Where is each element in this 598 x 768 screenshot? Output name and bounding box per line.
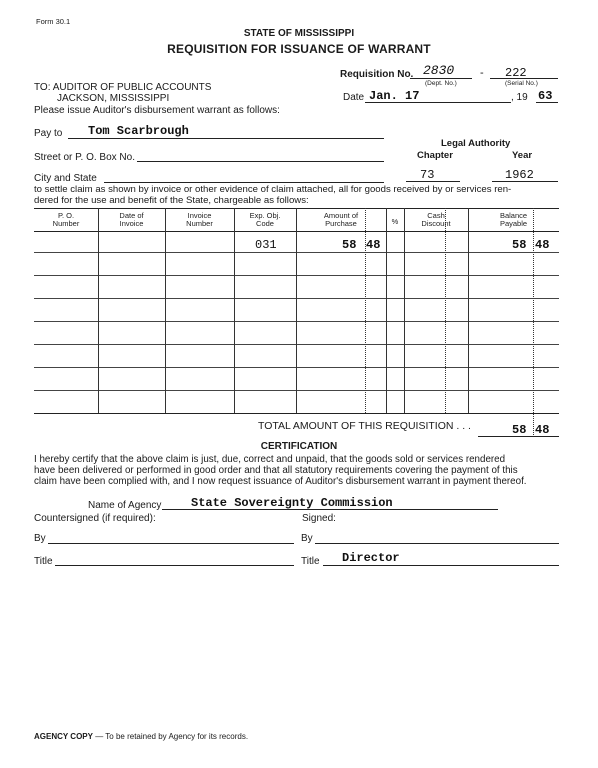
signed-label: Signed:	[302, 513, 336, 524]
requisition-label: Requisition No.	[340, 69, 414, 80]
header-percent: %	[391, 217, 399, 226]
chapter-label: Chapter	[417, 150, 453, 161]
header-exp-line1: Exp. Obj.	[249, 211, 281, 220]
signed-by-line	[315, 543, 559, 544]
total-cents: 48	[535, 423, 550, 437]
instruction-text: Please issue Auditor's disbursement warrant as follows:	[34, 105, 280, 116]
total-label: TOTAL AMOUNT OF THIS REQUISITION . . .	[258, 420, 471, 432]
certification-line-2: have been delivered or performed in good order and that all statutory requirements covering the payment of this	[34, 465, 518, 476]
date-label: Date	[343, 92, 365, 103]
row-1-balance-dollars: 58	[512, 238, 527, 252]
date-line	[365, 102, 511, 103]
city-label: City and State	[34, 173, 97, 184]
year-line	[536, 102, 558, 103]
footer	[34, 732, 248, 741]
total-line	[478, 436, 559, 437]
certification-title: CERTIFICATION	[260, 441, 338, 452]
year-column-label: Year	[512, 150, 533, 161]
agency-line	[162, 509, 498, 510]
requisition-dash: -	[480, 67, 484, 79]
law-year-value: 1962	[505, 168, 534, 182]
header-discount-line1: Cash	[427, 211, 445, 220]
header-po-line1: P. O.	[57, 211, 75, 220]
header-exp-line2: Code	[256, 219, 274, 228]
pay-to-value: Tom Scarbrough	[88, 124, 189, 138]
row-1-exp-code: 031	[255, 238, 277, 252]
countersign-title-line	[55, 565, 294, 566]
serial-no-caption: (Serial No.)	[505, 80, 538, 87]
header-balance-line2: Payable	[499, 219, 528, 228]
year-value: 63	[538, 89, 553, 103]
law-year-line	[492, 181, 558, 182]
state-heading: STATE OF MISSISSIPPI	[243, 28, 355, 39]
header-po-line2: Number	[52, 219, 80, 228]
header-date-line1: Date of	[119, 211, 144, 220]
settle-text-1: to settle claim as shown by invoice or other evidence of claim attached, all for goods received by or services ren-	[34, 184, 512, 195]
chapter-line	[406, 181, 460, 182]
footer-agency-copy: AGENCY COPY	[34, 732, 93, 741]
year-prefix: , 19	[511, 92, 528, 103]
header-amount-line1: Amount of	[323, 211, 359, 220]
header-date-line2: Invoice	[119, 219, 144, 228]
agency-label: Name of Agency	[88, 500, 162, 511]
signed-title-value: Director	[342, 551, 400, 565]
total-dollars: 58	[512, 423, 527, 437]
street-label: Street or P. O. Box No.	[34, 152, 135, 163]
serial-no-line	[490, 78, 558, 79]
settle-text-2: dered for the use and benefit of the State, chargeable as follows:	[34, 195, 309, 206]
certification-line-3: claim have been complied with, and I now request issuance of Auditor's disbursement warrant in payment thereof.	[34, 476, 527, 487]
street-line	[137, 161, 384, 162]
countersigned-label: Countersigned (if required):	[34, 513, 156, 524]
pay-to-line	[68, 138, 384, 139]
countersign-title-label: Title	[34, 556, 53, 567]
signed-by-label: By	[301, 533, 313, 544]
header-balance-line1: Balance	[499, 211, 528, 220]
signed-title-label: Title	[301, 556, 320, 567]
form-title: REQUISITION FOR ISSUANCE OF WARRANT	[167, 42, 431, 56]
date-value: Jan. 17	[369, 89, 420, 103]
row-1-balance-cents: 48	[535, 238, 550, 252]
to-line-2: JACKSON, MISSISSIPPI	[57, 93, 170, 104]
legal-authority-label: Legal Authority	[441, 138, 511, 149]
countersign-by-label: By	[34, 533, 46, 544]
serial-no-value: 222	[505, 66, 527, 80]
dept-no-line	[410, 78, 472, 79]
header-discount-line2: Discount	[421, 219, 451, 228]
header-invoice-line2: Number	[186, 219, 213, 228]
agency-value: State Sovereignty Commission	[191, 496, 393, 510]
pay-to-label: Pay to	[34, 128, 63, 139]
dept-no-caption: (Dept. No.)	[425, 80, 457, 87]
city-line	[104, 182, 384, 183]
chapter-value: 73	[420, 168, 435, 182]
header-invoice-line1: Invoice	[187, 211, 212, 220]
header-amount-line2: Purchase	[325, 219, 357, 228]
certification-line-1: I hereby certify that the above claim is just, due, correct and unpaid, that the goods sold or services rendered	[34, 454, 506, 465]
form-number: Form 30.1	[36, 17, 71, 26]
signed-title-line	[323, 565, 559, 566]
row-1-amount-dollars: 58	[342, 238, 357, 252]
row-1-amount-cents: 48	[366, 238, 381, 252]
to-line-1: TO: AUDITOR OF PUBLIC ACCOUNTS	[34, 82, 212, 93]
footer-note: — To be retained by Agency for its records.	[95, 732, 249, 741]
countersign-by-line	[48, 543, 294, 544]
dept-no-value: 2830	[423, 63, 455, 78]
